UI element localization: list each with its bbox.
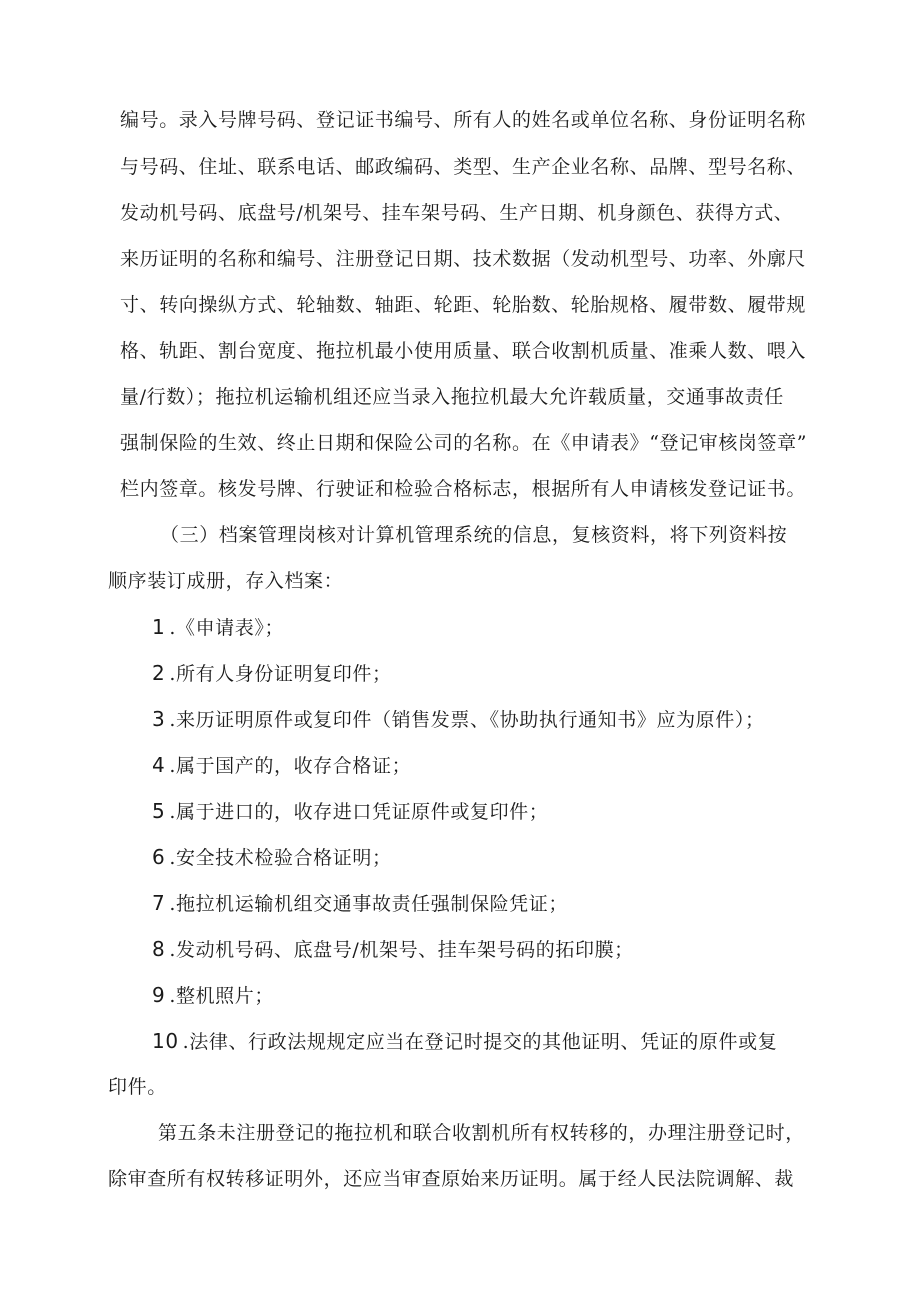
list-item bbox=[152, 891, 568, 916]
list-item-number: 9 bbox=[152, 983, 166, 1007]
paragraph-line: 来历证明的名称和编号、注册登记日期、技术数据（发动机型号、功率、外廓尺 bbox=[120, 248, 807, 270]
list-item-text: .所有人身份证明复印件； bbox=[169, 663, 392, 685]
list-item-text: .整机照片； bbox=[169, 985, 274, 1007]
list-item-text: .法律、行政法规规定应当在登记时提交的其他证明、凭证的原件或复 bbox=[182, 1031, 778, 1053]
list-item-text: .安全技术检验合格证明； bbox=[169, 847, 392, 869]
list-item bbox=[152, 707, 765, 732]
list-item-text: .属于国产的，收存合格证； bbox=[169, 755, 412, 777]
list-item-text: .来历证明原件或复印件（销售发票、《协助执行通知书》应为原件）； bbox=[169, 709, 765, 731]
list-item-number: 1 bbox=[152, 615, 166, 639]
list-item bbox=[152, 753, 411, 778]
list-item-number: 4 bbox=[152, 753, 166, 777]
paragraph-line: 与号码、住址、联系电话、邮政编码、类型、生产企业名称、品牌、型号名称、 bbox=[120, 156, 807, 178]
paragraph-line: 编号。录入号牌号码、登记证书编号、所有人的姓名或单位名称、身份证明名称 bbox=[120, 109, 807, 131]
list-item bbox=[152, 615, 284, 640]
list-item-text: .发动机号码、底盘号/机架号、挂车架号码的拓印膜； bbox=[169, 939, 634, 961]
list-item bbox=[152, 937, 634, 962]
paragraph-line: 量/行数）；拖拉机运输机组还应当录入拖拉机最大允许载质量，交通事故责任 bbox=[120, 386, 784, 408]
paragraph-line: 格、轨距、割台宽度、拖拉机最小使用质量、联合收割机质量、准乘人数、喂入 bbox=[120, 340, 807, 362]
list-item bbox=[152, 799, 548, 824]
list-item-number: 3 bbox=[152, 707, 166, 731]
list-item-number: 6 bbox=[152, 845, 166, 869]
list-item bbox=[152, 661, 392, 686]
list-item-number: 5 bbox=[152, 799, 166, 823]
list-item bbox=[152, 1029, 777, 1054]
paragraph-line: （三）档案管理岗核对计算机管理系统的信息，复核资料，将下列资料按 bbox=[160, 524, 788, 546]
list-item bbox=[152, 983, 274, 1008]
paragraph-line: 寸、转向操纵方式、轮轴数、轴距、轮距、轮胎数、轮胎规格、履带数、履带规 bbox=[120, 294, 807, 316]
list-item-text: .《申请表》； bbox=[169, 617, 285, 639]
paragraph-line: 强制保险的生效、终止日期和保险公司的名称。在《申请表》“登记审核岗签章” bbox=[120, 432, 808, 454]
list-item bbox=[152, 845, 392, 870]
list-item-number: 10 bbox=[152, 1029, 179, 1053]
list-item-text: .拖拉机运输机组交通事故责任强制保险凭证； bbox=[169, 893, 568, 915]
list-item-number: 8 bbox=[152, 937, 166, 961]
paragraph-line: 第五条未注册登记的拖拉机和联合收割机所有权转移的，办理注册登记时， bbox=[158, 1122, 805, 1144]
paragraph-line: 发动机号码、底盘号/机架号、挂车架号码、生产日期、机身颜色、获得方式、 bbox=[120, 202, 794, 224]
paragraph-line: 顺序装订成册，存入档案： bbox=[108, 570, 344, 592]
paragraph-line: 除审查所有权转移证明外，还应当审查原始来历证明。属于经人民法院调解、裁 bbox=[108, 1168, 795, 1190]
list-item-number: 7 bbox=[152, 891, 166, 915]
list-item-continuation: 印件。 bbox=[108, 1076, 167, 1098]
list-item-text: .属于进口的，收存进口凭证原件或复印件； bbox=[169, 801, 549, 823]
paragraph-line: 栏内签章。核发号牌、行驶证和检验合格标志，根据所有人申请核发登记证书。 bbox=[120, 478, 807, 500]
list-item-number: 2 bbox=[152, 661, 166, 685]
